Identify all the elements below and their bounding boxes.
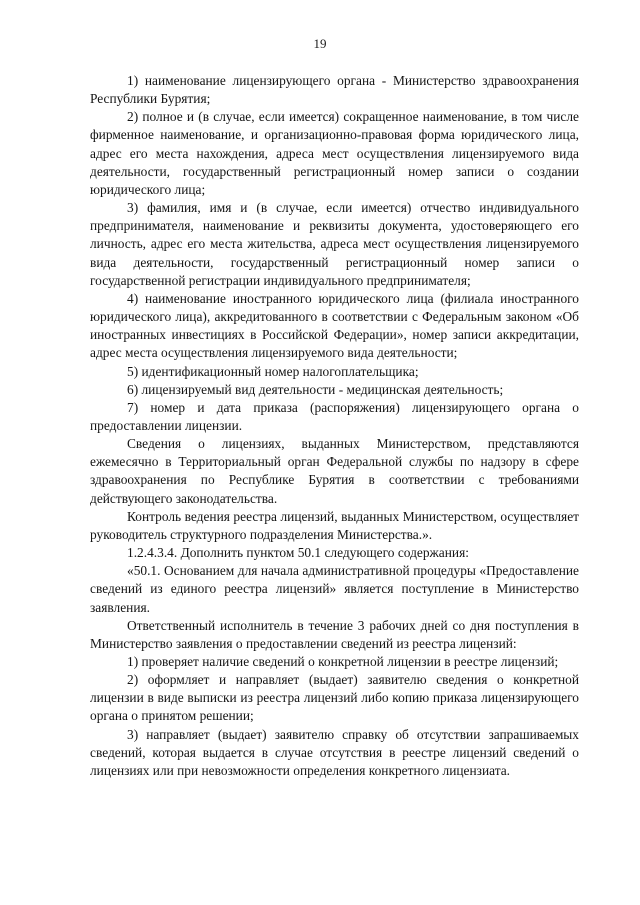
- paragraph: 4) наименование иностранного юридического лица (филиала иностранного юридического лица), аккредитованного в соответствии с Федеральным законом «Об иностранных инвестициях в Российской Федерации», номер записи аккредитации, адрес места осуществления лицензируемого вида деятельности;: [90, 290, 579, 361]
- paragraph: 6) лицензируемый вид деятельности - медицинская деятельность;: [127, 381, 504, 397]
- paragraph: 1.2.4.3.4. Дополнить пунктом 50.1 следующего содержания:: [127, 545, 469, 561]
- document-body: [90, 72, 579, 780]
- paragraph: «50.1. Основанием для начала административной процедуры «Предоставление сведений из единого реестра лицензий» является поступление в Министерство заявления.: [90, 563, 579, 615]
- paragraph: 2) оформляет и направляет (выдает) заявителю сведения о конкретной лицензии в виде выписки из реестра лицензий либо копию приказа лицензирующего органа о принятом решении;: [90, 672, 579, 724]
- paragraph: Сведения о лицензиях, выданных Министерством, представляются ежемесячно в Территориальный орган Федеральной службы по надзору в сфере здравоохранения по Республике Бурятия в соответствии с требованиями действующего законодательства.: [90, 436, 579, 506]
- paragraph: 5) идентификационный номер налогоплательщика;: [127, 363, 419, 379]
- paragraph: 1) проверяет наличие сведений о конкретной лицензии в реестре лицензий;: [127, 654, 559, 669]
- page-number: 19: [313, 36, 327, 51]
- paragraph: 7) номер и дата приказа (распоряжения) лицензирующего органа о предоставлении лицензии.: [90, 399, 579, 433]
- paragraph: 2) полное и (в случае, если имеется) сокращенное наименование, в том числе фирменное наименование, и организационно-правовая форма юридического лица, адрес его места нахождения, адреса мест осуществления лицензируемого вида деятельности, государственный регистрационный номер записи о создании юридического лица;: [90, 109, 579, 197]
- paragraph: 3) фамилия, имя и (в случае, если имеется) отчество индивидуального предпринимателя, наименование и реквизиты документа, удостоверяющего его личность, адрес его места жительства, адреса мест осуществления лицензируемого вида деятельности, государственный регистрационный номер записи о государственной регистрации индивидуального предпринимателя;: [90, 200, 579, 288]
- paragraph: Контроль ведения реестра лицензий, выданных Министерством, осуществляет руководитель структурного подразделения Министерства.».: [90, 508, 579, 542]
- paragraph: 3) направляет (выдает) заявителю справку об отсутствии запрашиваемых сведений, которая выдается в случае отсутствия в реестре лицензий сведений о лицензиях или при невозможности определения конкретного лицензиата.: [90, 726, 579, 778]
- paragraph: 1) наименование лицензирующего органа - Министерство здравоохранения Республики Бурятия;: [90, 73, 579, 107]
- paragraph: Ответственный исполнитель в течение 3 рабочих дней со дня поступления в Министерство заявления о предоставлении сведений из реестра лицензий:: [90, 617, 579, 651]
